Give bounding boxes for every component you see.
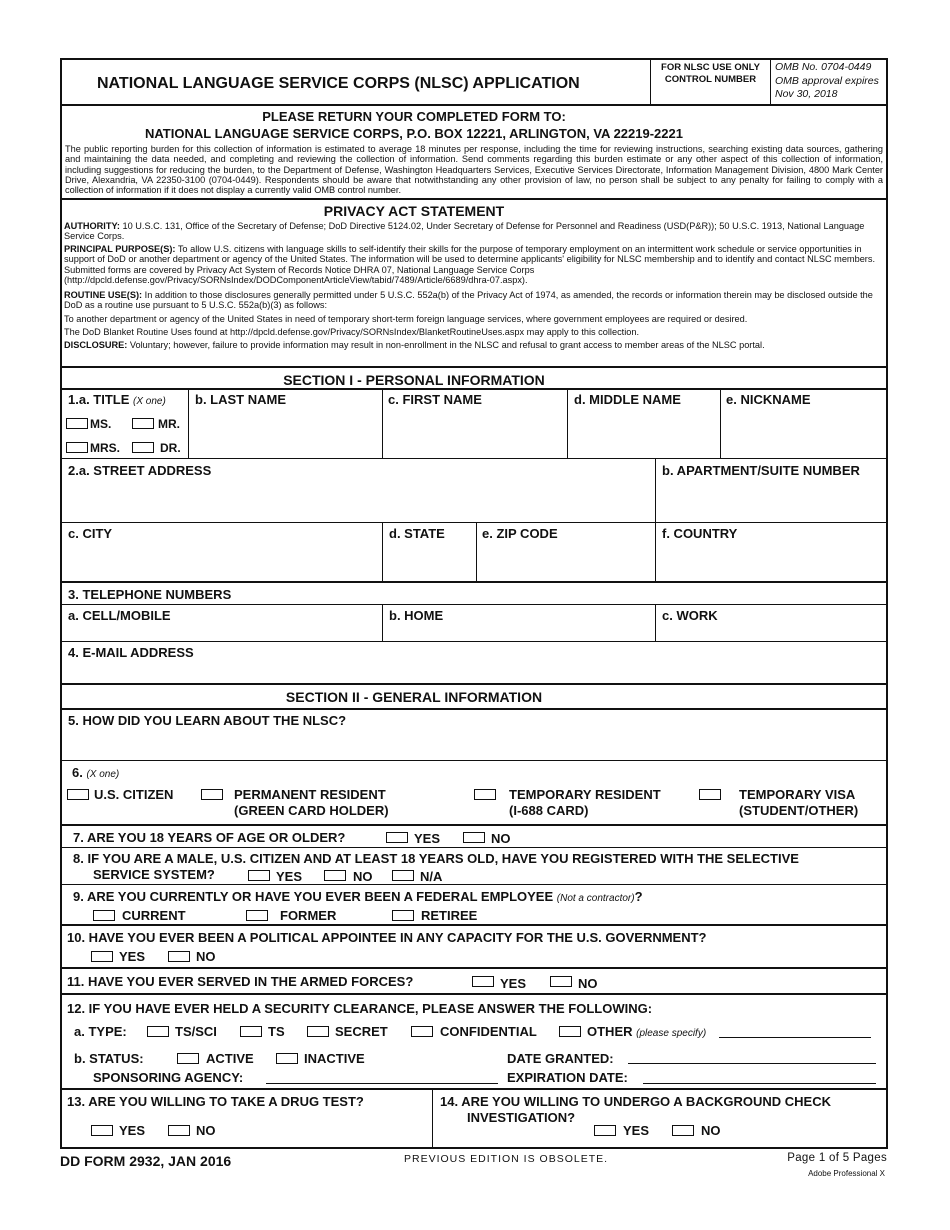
date-granted-line[interactable] [628, 1063, 876, 1064]
q6-label: 6. (X one) [72, 765, 120, 780]
q11-label: 11. HAVE YOU EVER SERVED IN THE ARMED FORCES? [67, 974, 414, 989]
temporary-visa-label: TEMPORARY VISA (STUDENT/OTHER) [739, 787, 859, 818]
q8-no-checkbox[interactable] [324, 870, 346, 881]
authority-text: AUTHORITY: 10 U.S.C. 131, Office of the Secretary of Defense; DoD Directive 5124.02, Under Secretary of Defense for Personnel and Readiness (USD(P&R)); 50 U.S.C. 1913, National Language Service Corps. [64, 221, 865, 242]
dr-label: DR. [160, 441, 181, 455]
obsolete-notice: PREVIOUS EDITION IS OBSOLETE. [404, 1153, 609, 1165]
expiration-date-label: EXPIRATION DATE: [507, 1070, 628, 1085]
q9-former-checkbox[interactable] [246, 910, 268, 921]
q13-yes-label: YES [119, 1123, 146, 1138]
inactive-checkbox[interactable] [276, 1053, 298, 1064]
q13-label: 13. ARE YOU WILLING TO TAKE A DRUG TEST? [67, 1094, 364, 1109]
zip-field[interactable]: e. ZIP CODE [482, 526, 558, 541]
q7-label: 7. ARE YOU 18 YEARS OF AGE OR OLDER? [73, 830, 346, 845]
secret-label: SECRET [335, 1024, 388, 1039]
email-field[interactable]: 4. E-MAIL ADDRESS [68, 645, 194, 660]
q11-no-label: NO [578, 976, 598, 991]
country-field[interactable]: f. COUNTRY [662, 526, 738, 541]
permanent-resident-checkbox[interactable] [201, 789, 223, 800]
clearance-status-label: b. STATUS: [74, 1051, 144, 1066]
mrs-checkbox[interactable] [66, 442, 88, 453]
q14-yes-checkbox[interactable] [594, 1125, 616, 1136]
q9-current-label: CURRENT [122, 908, 186, 923]
burden-statement: The public reporting burden for this collection of information is estimated to average 18 minutes per response, including the time for reviewing instructions, searching existing data sources, gathering and maintaining the data needed, and completing and reviewing the collection of information. Send comments regarding this burden estimate or any other aspect of this collection of information, including suggestions for reducing the burden, to the Department of Defense, Washington Headquarters Services, Executive Services Directorate, Information Management Division, 4800 Mark Center Drive, Alexandria, VA 22350-3100 (0704-0449). Respondents should be aware that notwithstanding any other provision of law, no person shall be subject to any penalty for failing to comply with a collection of information if it does not display a currently valid OMB control number. [65, 144, 883, 196]
q7-no-label: NO [491, 831, 511, 846]
q7-no-checkbox[interactable] [463, 832, 485, 843]
us-citizen-label: U.S. CITIZEN [94, 787, 174, 802]
q13-no-label: NO [196, 1123, 216, 1138]
inactive-label: INACTIVE [304, 1051, 365, 1066]
q5-field[interactable]: 5. HOW DID YOU LEARN ABOUT THE NLSC? [68, 713, 347, 728]
return-heading: PLEASE RETURN YOUR COMPLETED FORM TO: [262, 109, 566, 124]
q14-yes-label: YES [623, 1123, 650, 1138]
q8-na-checkbox[interactable] [392, 870, 414, 881]
q11-yes-checkbox[interactable] [472, 976, 494, 987]
software-note: Adobe Professional X [808, 1169, 885, 1178]
temporary-resident-checkbox[interactable] [474, 789, 496, 800]
other-specify-line[interactable] [719, 1037, 871, 1038]
ts-sci-label: TS/SCI [175, 1024, 217, 1039]
return-address: NATIONAL LANGUAGE SERVICE CORPS, P.O. BOX 12221, ARLINGTON, VA 22219-2221 [145, 126, 683, 141]
active-label: ACTIVE [206, 1051, 254, 1066]
q14-no-checkbox[interactable] [672, 1125, 694, 1136]
q11-no-checkbox[interactable] [550, 976, 572, 987]
q13-no-checkbox[interactable] [168, 1125, 190, 1136]
permanent-resident-label: PERMANENT RESIDENT (GREEN CARD HOLDER) [234, 787, 389, 818]
section-2-title: SECTION II - GENERAL INFORMATION [285, 689, 543, 705]
routine-use-text: ROUTINE USE(S): In addition to those disclosures generally permitted under 5 U.S.C. 552a(b) of the Privacy Act of 1974, as amended, the records or information therein may be disclosed outside the DoD as a routine use pursuant to 5 U.S.C. 552a(b)(3) as follows: [64, 290, 873, 311]
cell-field[interactable]: a. CELL/MOBILE [68, 608, 171, 623]
form-id: DD FORM 2932, JAN 2016 [60, 1153, 232, 1169]
active-checkbox[interactable] [177, 1053, 199, 1064]
temporary-resident-label: TEMPORARY RESIDENT (I-688 CARD) [509, 787, 661, 818]
other-checkbox[interactable] [559, 1026, 581, 1037]
q9-label: 9. ARE YOU CURRENTLY OR HAVE YOU EVER BEEN A FEDERAL EMPLOYEE (Not a contractor)? [73, 889, 643, 904]
home-phone-field[interactable]: b. HOME [389, 608, 444, 623]
q10-yes-label: YES [119, 949, 146, 964]
sponsoring-agency-line[interactable] [266, 1083, 498, 1084]
nlsc-use-label: FOR NLSC USE ONLY CONTROL NUMBER [661, 62, 760, 85]
mr-label: MR. [158, 417, 180, 431]
ms-label: MS. [90, 417, 112, 431]
q13-yes-checkbox[interactable] [91, 1125, 113, 1136]
middle-name-field[interactable]: d. MIDDLE NAME [574, 392, 681, 407]
q8-no-label: NO [353, 869, 373, 884]
q11-yes-label: YES [500, 976, 527, 991]
confidential-label: CONFIDENTIAL [440, 1024, 537, 1039]
other-label: OTHER (please specify) [587, 1024, 707, 1039]
temporary-visa-checkbox[interactable] [699, 789, 721, 800]
apartment-field[interactable]: b. APARTMENT/SUITE NUMBER [662, 463, 860, 478]
title-label: 1.a. TITLE (X one) [68, 392, 166, 407]
q10-no-label: NO [196, 949, 216, 964]
q9-former-label: FORMER [280, 908, 337, 923]
routine-use-text-2: To another department or agency of the United States in need of temporary short-term foreign language services, where government employees are required or desired. [64, 314, 748, 324]
sponsoring-agency-label: SPONSORING AGENCY: [93, 1070, 244, 1085]
q8-label: 8. IF YOU ARE A MALE, U.S. CITIZEN AND AT LEAST 18 YEARS OLD, HAVE YOU REGISTERED WITH THE SELECTIVE [73, 851, 799, 866]
dr-checkbox[interactable] [132, 442, 154, 453]
q8-na-label: N/A [420, 869, 443, 884]
ts-sci-checkbox[interactable] [147, 1026, 169, 1037]
street-address-field[interactable]: 2.a. STREET ADDRESS [68, 463, 212, 478]
q9-retiree-checkbox[interactable] [392, 910, 414, 921]
q10-label: 10. HAVE YOU EVER BEEN A POLITICAL APPOINTEE IN ANY CAPACITY FOR THE U.S. GOVERNMENT? [67, 930, 707, 945]
date-granted-label: DATE GRANTED: [507, 1051, 614, 1066]
page-number: Page 1 of 5 Pages [787, 1152, 887, 1164]
q9-current-checkbox[interactable] [93, 910, 115, 921]
expiration-date-line[interactable] [643, 1083, 876, 1084]
work-phone-field[interactable]: c. WORK [662, 608, 718, 623]
ms-checkbox[interactable] [66, 418, 88, 429]
ts-checkbox[interactable] [240, 1026, 262, 1037]
privacy-title: PRIVACY ACT STATEMENT [323, 203, 505, 219]
confidential-checkbox[interactable] [411, 1026, 433, 1037]
disclosure-text: DISCLOSURE: Voluntary; however, failure to provide information may result in non-enrollment in the NLSC and refusal to grant access to member areas of the NLSC portal. [64, 340, 765, 350]
telephone-heading: 3. TELEPHONE NUMBERS [68, 587, 232, 602]
mrs-label: MRS. [90, 441, 120, 455]
secret-checkbox[interactable] [307, 1026, 329, 1037]
clearance-type-label: a. TYPE: [74, 1024, 127, 1039]
q7-yes-label: YES [414, 831, 441, 846]
section-1-title: SECTION I - PERSONAL INFORMATION [283, 372, 545, 388]
q8-label-cont: SERVICE SYSTEM? [93, 867, 215, 882]
q14-no-label: NO [701, 1123, 721, 1138]
q7-yes-checkbox[interactable] [386, 832, 408, 843]
q14-label-cont: INVESTIGATION? [467, 1110, 576, 1125]
q8-yes-label: YES [276, 869, 303, 884]
nickname-field[interactable]: e. NICKNAME [726, 392, 811, 407]
q10-yes-checkbox[interactable] [91, 951, 113, 962]
q14-label: 14. ARE YOU WILLING TO UNDERGO A BACKGROUND CHECK [440, 1094, 831, 1109]
q8-yes-checkbox[interactable] [248, 870, 270, 881]
mr-checkbox[interactable] [132, 418, 154, 429]
routine-use-text-3: The DoD Blanket Routine Uses found at http://dpcld.defense.gov/Privacy/SORNsIndex/BlanketRoutineUses.aspx may apply to this collection. [64, 327, 640, 337]
first-name-field[interactable]: c. FIRST NAME [388, 392, 482, 407]
q9-retiree-label: RETIREE [421, 908, 478, 923]
last-name-field[interactable]: b. LAST NAME [195, 392, 286, 407]
state-field[interactable]: d. STATE [389, 526, 445, 541]
city-field[interactable]: c. CITY [68, 526, 113, 541]
omb-info: OMB No. 0704-0449 OMB approval expires Nov 30, 2018 [775, 61, 879, 100]
purpose-text: PRINCIPAL PURPOSE(S): To allow U.S. citizens with language skills to self-identify their skills for the purpose of temporary employment on an intermittent work schedule or service opportunities in support of DoD or another department or agency of the United States. The information will be used to determine applicants' eligibility for NLSC membership and to identify and contact NLSC members. Submitted forms are covered by Privacy Act System of Records Notice DHRA 07, National Language Service Corps (http://dpcld.defense.gov/Privacy/SORNsIndex/DODComponentArticleView/tabid/7489/Article/6689/dhra-07.aspx). [64, 244, 876, 285]
q12-label: 12. IF YOU HAVE EVER HELD A SECURITY CLEARANCE, PLEASE ANSWER THE FOLLOWING: [67, 1001, 653, 1016]
q10-no-checkbox[interactable] [168, 951, 190, 962]
form-title: NATIONAL LANGUAGE SERVICE CORPS (NLSC) APPLICATION [97, 75, 580, 92]
us-citizen-checkbox[interactable] [67, 789, 89, 800]
ts-label: TS [268, 1024, 285, 1039]
